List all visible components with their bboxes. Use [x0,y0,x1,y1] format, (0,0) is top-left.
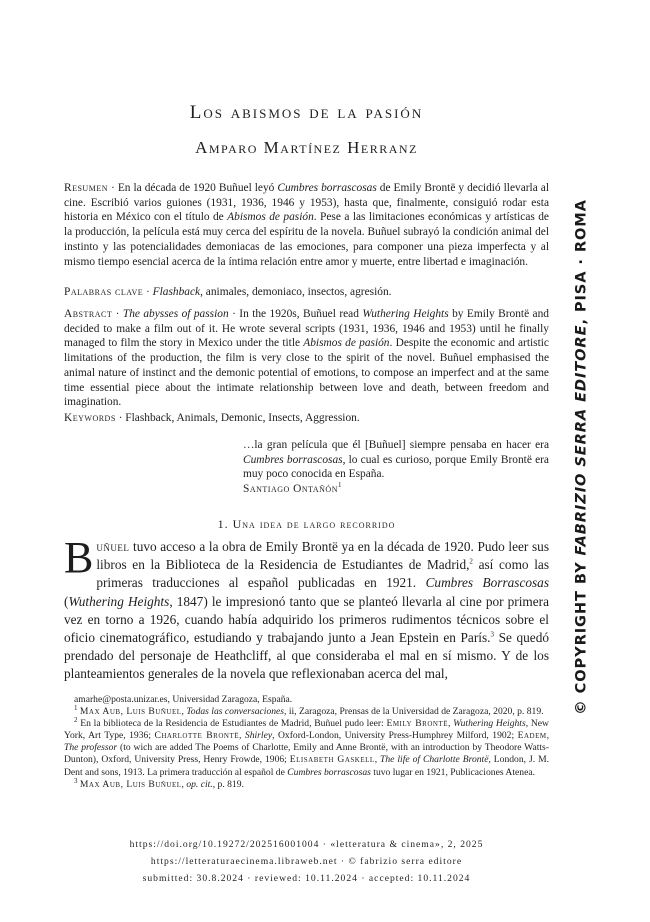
quote-part: , lo cual es curioso, porque Emily Brontë era muy poco conocida en España. [243,453,549,481]
footnote-marker: 3 [490,630,494,639]
resumen-text: En la década de 1920 Buñuel leyó [117,182,278,194]
separator: · [112,308,123,320]
footnote-italic: The professor [64,742,118,754]
copyright-sidebar [566,199,596,715]
footnote-1 [64,703,549,718]
footnote-author: Emily Brontë [386,718,448,730]
separator: · [143,286,153,298]
footnote-text: , London, J. M. Dent and sons, 1913. La primera traducción al español de [64,754,550,778]
footnote-italic: Wuthering Heights [453,718,526,730]
footnote-text: , ii, Zaragoza, Prensas de la Universidad de Zaragoza, 2020, p. 819. [284,706,544,718]
abstract-text: · In the 1920s, Buñuel read [228,308,363,320]
copyright-text: © COPYRIGHT BY [572,555,590,715]
palabras-italic: Flashback [152,286,201,298]
publisher-name: FABRIZIO SERRA EDITORE [572,324,590,556]
copyright-text: , PISA · ROMA [572,199,590,325]
lead-word: uñuel [96,539,130,554]
footnote-marker: 1 [337,480,342,489]
keywords-block [64,411,549,426]
footnote-italic: Shirley [244,730,273,742]
footnote-text: tuvo lugar en 1921, Publicaciones Atenea. [370,766,535,778]
footnote-author: Max Aub, Luis Buñuel [79,706,182,718]
footnote-text: (to wich are added The Poems of Charlotte, Emily and Anne Brontë, with an introduction by Theodore Watts-Dunton), Oxford, University Press, Henry Frowde, 1906; [64,742,549,766]
footnote-author: Max Aub, Luis Buñuel [79,778,182,790]
body-paragraph [64,533,549,684]
abstract-title: The abysses of passion [122,308,229,320]
body-text: , 1847) le impresionó tanto que se planteó llevarla al cine por primera vez en torno a 1926, cuando había adquirido los primeros rudimentos técnicos sobre el oficio cinematográfico, estudiando y trabajando junto a Jean Epstein en París. [64,593,549,646]
footnote-2 [64,718,549,778]
palabras-clave-label: Palabras clave [64,286,144,298]
abstract-label: Abstract [64,308,113,320]
quote-italic: Cumbres borrascosas [243,453,343,466]
submission-dates-line: submitted: 30.8.2024 · reviewed: 10.11.2024 · accepted: 10.11.2024 [142,873,471,884]
footnote-italic: Todas las conversaciones [186,706,285,718]
resumen-text: de Emily Brontë y decidió llevarla al cine. Escribió varios guiones (1931, 1936, 1946 y 1953), hasta que, finalmente, consiguió rodar esta historia en México con el título de [64,182,550,224]
resumen-italic: Abismos de pasión [227,211,314,224]
keywords-label: Keywords [64,412,116,424]
resumen-block [64,181,549,269]
footnote-italic: Cumbres borrascosas [287,766,371,778]
attribution-name: Santiago Ontañón [243,482,338,495]
footnote-author: Eadem [517,730,547,742]
epigraph-quote [243,438,549,496]
article-title: Los abismos de la pasión [189,102,424,123]
body-italic: Cumbres Borrascosas [425,575,549,591]
footnotes [64,694,549,791]
separator: · [115,412,126,424]
body-text: tuvo acceso a la obra de Emily Brontë ya en la década de 1920. Pudo leer sus libros en la Biblioteca de la Residencia de Estudiantes de Madrid, [96,539,549,573]
journal-site-line: https://letteraturaecinema.libraweb.net · © fabrizio serra editore [150,856,463,867]
abstract-italic: Abismos de pasión [303,337,390,350]
footnote-text: , New York, Art Type, 1936; [64,718,549,742]
footnote-text: , [374,754,381,766]
footnote-text: , [181,778,187,790]
footnote-italic: op. cit. [186,778,213,790]
footnote-text: , p. 819. [212,778,244,790]
body-text: ( [64,593,69,609]
abstract-text: by Emily Brontë and decided to make a film out of it. He wrote several scripts (1931, 1936, 1946 and 1953) until he finally managed to film the story in Mexico under the title [64,308,549,350]
footnote-text: En la biblioteca de la Residencia de Estudiantes de Madrid, Buñuel pudo leer: [80,718,387,730]
abstract-italic: Wuthering Heights [362,308,449,320]
palabras-text: , animales, demoniaco, insectos, agresión. [200,286,392,298]
footnote-text: , [239,730,245,742]
quote-attribution [243,482,549,497]
drop-cap: B [64,533,94,582]
footnote-number: 3 [74,776,78,785]
author-name: Amparo Martínez Herranz [195,138,418,157]
footnote-marker: 2 [469,557,473,566]
body-text: así como las primeras traducciones al español publicadas en 1921. [96,557,549,591]
palabras-clave-block [64,285,549,300]
footnote-text: , [447,718,454,730]
footnote-author: Charlotte Brontë [154,730,240,742]
copyright-notice [573,199,590,715]
keywords-text: Flashback, Animals, Demonic, Insects, Aggression. [125,412,360,424]
footnote-author: Elisabeth Gaskell [289,754,375,766]
resumen-text: . Pese a las limitaciones económicas y artísticas de la producción, la película está muy cerca del espíritu de la novela. Buñuel subrayó la condición animal del instinto y las potencialidades demoniacas de las emociones, para componer una pieza imperfecta y al mismo tiempo esencial acerca de la íntima relación entre amor y muerte, entre libertad e imaginación. [64,211,549,268]
footnote-3 [64,776,549,791]
abstract-block [64,307,549,410]
author-email: amarhe@posta.unizar.es, Universidad Zaragoza, España. [74,694,293,705]
quote-text [243,438,549,482]
section-heading: 1. Una idea de largo recorrido [217,517,396,531]
separator: · [108,182,118,194]
doi-line: https://doi.org/10.19272/202516001004 · «letteratura & cinema», 2, 2025 [129,839,484,850]
footnote-number: 1 [74,703,78,712]
footnote-number: 2 [74,716,78,724]
footnote-text: , Oxford-London, University Press-Humphrey Milford, 1902; [272,730,518,742]
resumen-label: Resumen [64,182,108,194]
footnote-text: , [181,706,187,718]
footnote-text: , [546,730,550,742]
body-italic: Wuthering Heights [68,593,170,609]
abstract-text: . Despite the economic and artistic limitations of the production, the film is very close to the spirit of the novel. Buñuel emphasised the animal nature of instinct and the demonic potential of emotions, to compose an imperfect and at the same time essential piece about the intimate relationship between love and death, between freedom and imagination. [64,337,549,409]
footnote-italic: The life of Charlotte Brontë [380,754,489,766]
resumen-italic: Cumbres borrascosas [277,182,377,194]
quote-part: …la gran película que él [Buñuel] siempre pensaba en hacer era [243,439,549,451]
body-text: Se quedó prendado del personaje de Heathcliff, al que consideraba el mal en sí mismo. Y de los planteamientos generales de la novela que reflexionaban acerca del mal, [64,630,549,682]
